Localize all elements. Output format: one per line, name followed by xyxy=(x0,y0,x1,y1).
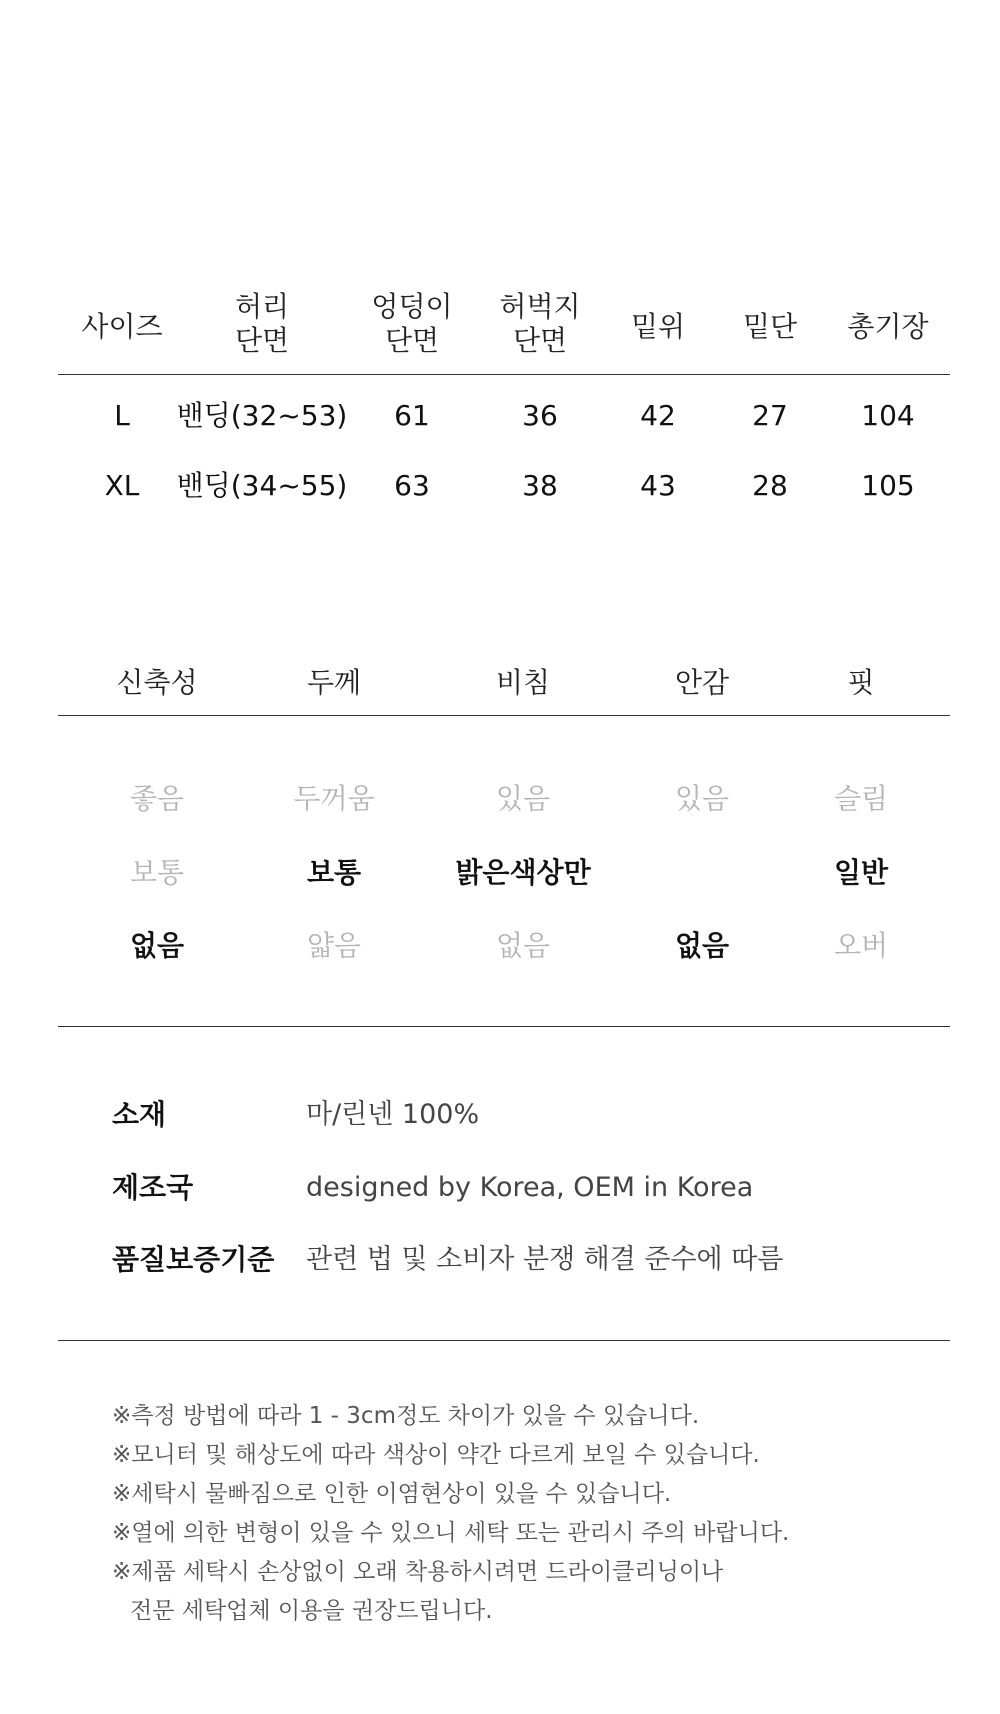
header-thigh-line2: 단면 xyxy=(512,324,568,357)
header-length xyxy=(847,310,928,344)
property-value: 있음 xyxy=(495,782,551,815)
cell-thigh: 38 xyxy=(522,469,558,502)
header-thigh xyxy=(499,290,580,358)
property-table-divider xyxy=(58,715,950,716)
property-value: 슬림 xyxy=(833,782,889,815)
info-value-quality: 관련 법 및 소비자 분쟁 해결 준수에 따름 xyxy=(306,1244,784,1275)
note-line: ※열에 의한 변형이 있을 수 있으니 세탁 또는 관리시 주의 바랍니다. xyxy=(112,1520,790,1546)
property-table-bottom-divider xyxy=(58,1026,950,1027)
info-label-origin: 제조국 xyxy=(112,1171,194,1204)
cell-rise: 42 xyxy=(640,399,676,432)
cell-size: L xyxy=(114,399,130,432)
header-hip-line1: 엉덩이 xyxy=(371,290,453,323)
header-waist-line2: 단면 xyxy=(234,324,290,357)
header-rise xyxy=(631,310,685,344)
header-length-label: 총기장 xyxy=(847,310,929,343)
header-waist-line1: 허리 xyxy=(234,290,290,323)
cell-hip: 63 xyxy=(394,469,430,502)
cell-length: 104 xyxy=(861,399,915,432)
header-thigh-line1: 허벅지 xyxy=(499,290,581,323)
note-line: ※측정 방법에 따라 1 - 3cm정도 차이가 있을 수 있습니다. xyxy=(112,1403,700,1429)
property-value: 일반 xyxy=(833,856,889,889)
header-hem-label: 밑단 xyxy=(742,310,798,343)
header-lining: 안감 xyxy=(674,666,730,699)
property-value: 없음 xyxy=(495,929,551,962)
header-waist xyxy=(235,290,289,358)
property-value: 두꺼움 xyxy=(293,782,375,815)
size-table-header xyxy=(0,290,1000,370)
cell-length: 105 xyxy=(861,469,915,502)
header-stretch: 신축성 xyxy=(116,666,198,699)
header-size xyxy=(81,310,162,344)
header-thickness: 두께 xyxy=(306,666,362,699)
property-value: 없음 xyxy=(129,929,185,962)
note-line: ※세탁시 물빠짐으로 인한 이염현상이 있을 수 있습니다. xyxy=(112,1481,672,1507)
cell-waist: 밴딩(34~55) xyxy=(176,469,348,502)
header-hip xyxy=(371,290,452,358)
cell-thigh: 36 xyxy=(522,399,558,432)
size-table-divider xyxy=(58,374,950,375)
property-value: 보통 xyxy=(129,856,185,889)
property-value: 보통 xyxy=(306,856,362,889)
cell-waist: 밴딩(32~53) xyxy=(176,399,348,432)
info-label-quality: 품질보증기준 xyxy=(112,1243,275,1276)
header-hem xyxy=(743,310,797,344)
property-value: 좋음 xyxy=(129,782,185,815)
size-row-l xyxy=(0,396,1000,436)
cell-size: XL xyxy=(104,469,140,502)
cell-hem: 28 xyxy=(752,469,788,502)
header-fit: 핏 xyxy=(847,666,875,699)
property-value: 있음 xyxy=(674,782,730,815)
size-row-xl xyxy=(0,466,1000,506)
header-size-label: 사이즈 xyxy=(81,310,163,343)
property-value: 오버 xyxy=(833,929,889,962)
property-value: 없음 xyxy=(674,929,730,962)
header-sheerness: 비침 xyxy=(495,666,551,699)
note-line: ※모니터 및 해상도에 따라 색상이 약간 다르게 보일 수 있습니다. xyxy=(112,1442,760,1468)
property-value: 얇음 xyxy=(306,929,362,962)
header-rise-label: 밑위 xyxy=(630,310,686,343)
cell-hem: 27 xyxy=(752,399,788,432)
info-divider xyxy=(58,1340,950,1341)
note-line: 전문 세탁업체 이용을 권장드립니다. xyxy=(130,1598,493,1624)
info-value-material: 마/린넨 100% xyxy=(306,1099,480,1130)
note-line: ※제품 세탁시 손상없이 오래 착용하시려면 드라이클리닝이나 xyxy=(112,1559,724,1585)
header-hip-line2: 단면 xyxy=(384,324,440,357)
cell-rise: 43 xyxy=(640,469,676,502)
info-value-origin: designed by Korea, OEM in Korea xyxy=(306,1172,754,1203)
info-label-material: 소재 xyxy=(112,1098,167,1131)
property-value: 밝은색상만 xyxy=(455,856,591,889)
cell-hip: 61 xyxy=(394,399,430,432)
